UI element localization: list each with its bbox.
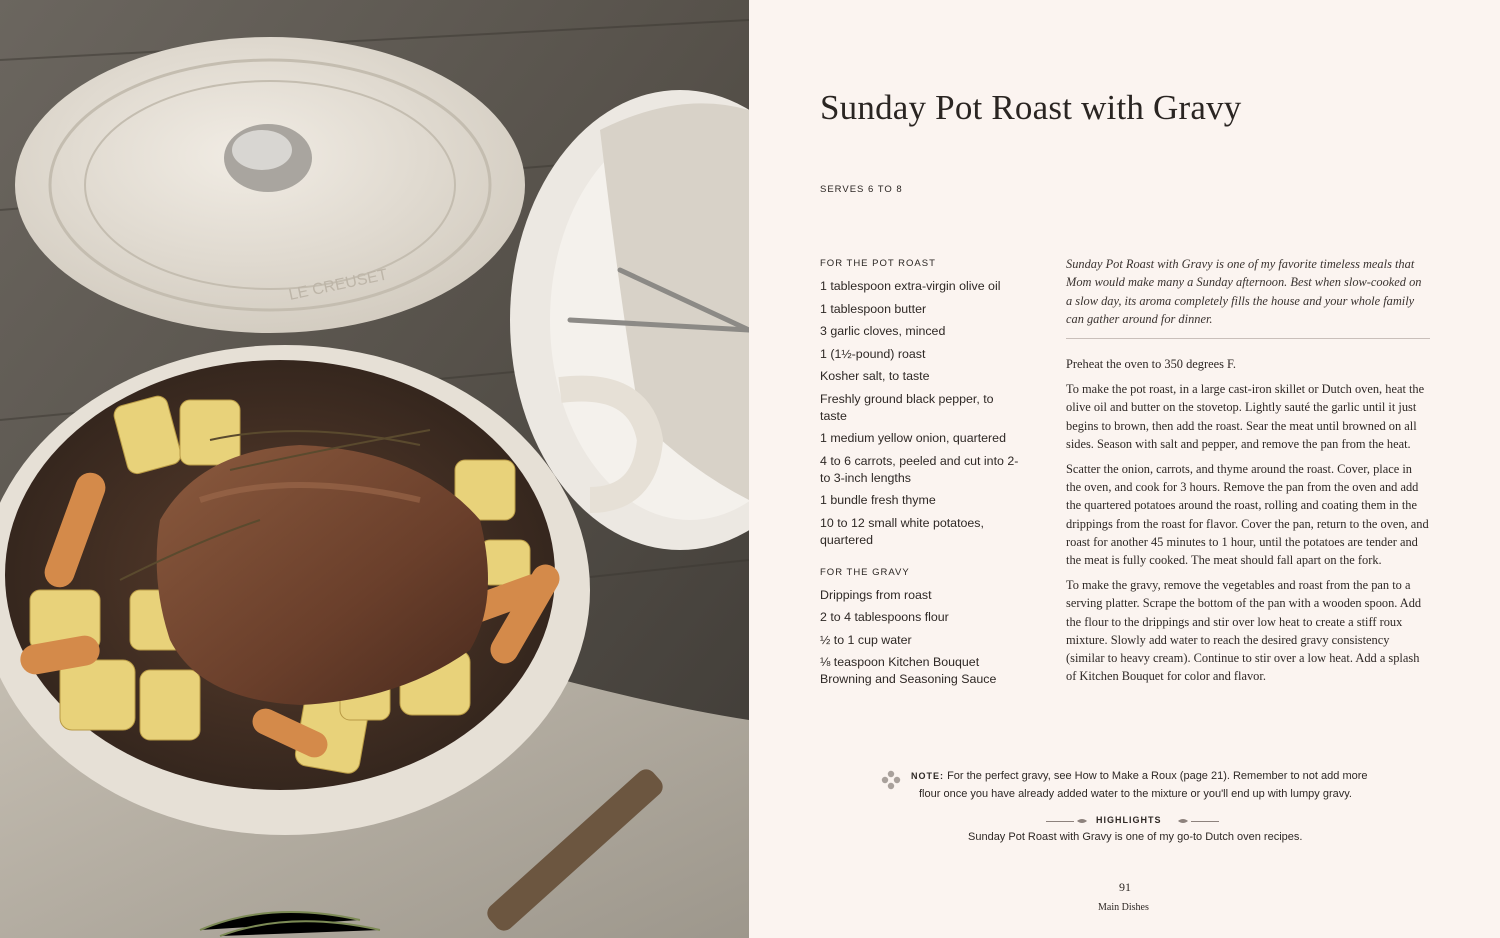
leaf-ornament-icon bbox=[1077, 817, 1087, 825]
note-line-1: For the perfect gravy, see How to Make a Roux (page 21). Remember to not add more bbox=[947, 770, 1368, 782]
highlights-header bbox=[1046, 814, 1226, 828]
ingredient-item: 1 bundle fresh thyme bbox=[820, 493, 936, 507]
ingredient-item: ⅛ teaspoon Kitchen Bouquet Browning and Seasoning Sauce bbox=[820, 655, 997, 686]
note-line-2: flour once you have already added water to the mixture or you'll end up with lumpy gravy. bbox=[919, 787, 1352, 800]
ingredient-item: Freshly ground black pepper, to taste bbox=[820, 391, 994, 423]
serves-label: SERVES 6 TO 8 bbox=[820, 184, 903, 195]
ingredient-item: Drippings from roast bbox=[820, 587, 932, 602]
note-text bbox=[911, 768, 1411, 803]
ingredient-item: 1 tablespoon butter bbox=[820, 301, 927, 316]
method-step: Preheat the oven to 350 degrees F. bbox=[1066, 357, 1237, 371]
pot-roast-photo bbox=[0, 0, 749, 938]
ingredient-item: 3 garlic cloves, minced bbox=[820, 324, 946, 338]
ingredient-item: 10 to 12 small white potatoes, quartered bbox=[820, 515, 984, 547]
divider bbox=[1066, 338, 1430, 339]
ingredient-item: 1 (1½-pound) roast bbox=[820, 346, 926, 361]
gravy-ingredients-heading: FOR THE GRAVY bbox=[820, 566, 910, 578]
method-step: Scatter the onion, carrots, and thyme around the roast. Cover, place in the oven, and cook for 3 hours. Remove the pan from the oven and add the quartered potatoes around the roast, rolling and coating them in the drippings from the roast for flavor. Cover the pan, return to the oven, and roast for another 45 minutes to 1 hour, until the potatoes are tender and the meat is fully cooked. The meat should fall apart on the fork. bbox=[1066, 462, 1429, 568]
roast-ingredients-heading: FOR THE POT ROAST bbox=[820, 258, 936, 269]
recipe-intro: Sunday Pot Roast with Gravy is one of my favorite timeless meals that Mom would make many a Sunday afternoon. Best when slow-cooked on a slow day, its aroma completely fills the house and your whole family can gather around for dinner. bbox=[1066, 257, 1422, 326]
method-steps bbox=[1066, 355, 1430, 692]
ingredient-item: ½ to 1 cup water bbox=[820, 632, 912, 647]
note-label: NOTE: bbox=[911, 771, 944, 781]
recipe-title: Sunday Pot Roast with Gravy bbox=[820, 88, 1242, 127]
food-photo bbox=[0, 0, 749, 938]
lid-brand-text: LE CREUSET bbox=[287, 266, 390, 304]
ingredient-item: 4 to 6 carrots, peeled and cut into 2- to 3-inch lengths bbox=[820, 453, 1019, 485]
ingredients-column bbox=[820, 258, 1020, 694]
highlights-label: HIGHLIGHTS bbox=[1096, 815, 1162, 825]
leaf-ornament-icon bbox=[1178, 817, 1188, 825]
method-step: To make the pot roast, in a large cast-iron skillet or Dutch oven, heat the olive oil and butter on the stovetop. Lightly sauté the garlic until it just begins to brown, then add the roast. Sear the meat until browned on all sides. Season with salt and pepper, and remove the pan from the heat. bbox=[1066, 382, 1425, 451]
section-name: Main Dishes bbox=[1098, 902, 1149, 913]
ornament-line-left bbox=[1046, 821, 1074, 822]
flower-icon bbox=[881, 770, 901, 792]
ingredient-item: Kosher salt, to taste bbox=[820, 369, 930, 383]
highlights-text: Sunday Pot Roast with Gravy is one of my go-to Dutch oven recipes. bbox=[968, 831, 1303, 843]
ingredient-item: 1 medium yellow onion, quartered bbox=[820, 431, 1006, 445]
page-number: 91 bbox=[1119, 880, 1131, 894]
ornament-line-right bbox=[1191, 821, 1219, 822]
ingredient-item: 2 to 4 tablespoons flour bbox=[820, 610, 949, 624]
recipe-page bbox=[749, 0, 1500, 938]
method-step: To make the gravy, remove the vegetables and roast from the pan to a serving platter. Scrape the bottom of the pan with a wooden spoon. Add the flour to the drippings and stir over low heat to create a stiff roux mixture. Slowly add water to reach the desired gravy consistency (similar to heavy cream). Continue to stir over a low heat. Add a splash of Kitchen Bouquet for color and flavor. bbox=[1066, 578, 1422, 684]
ingredient-item: 1 tablespoon extra-virgin olive oil bbox=[820, 279, 1001, 293]
